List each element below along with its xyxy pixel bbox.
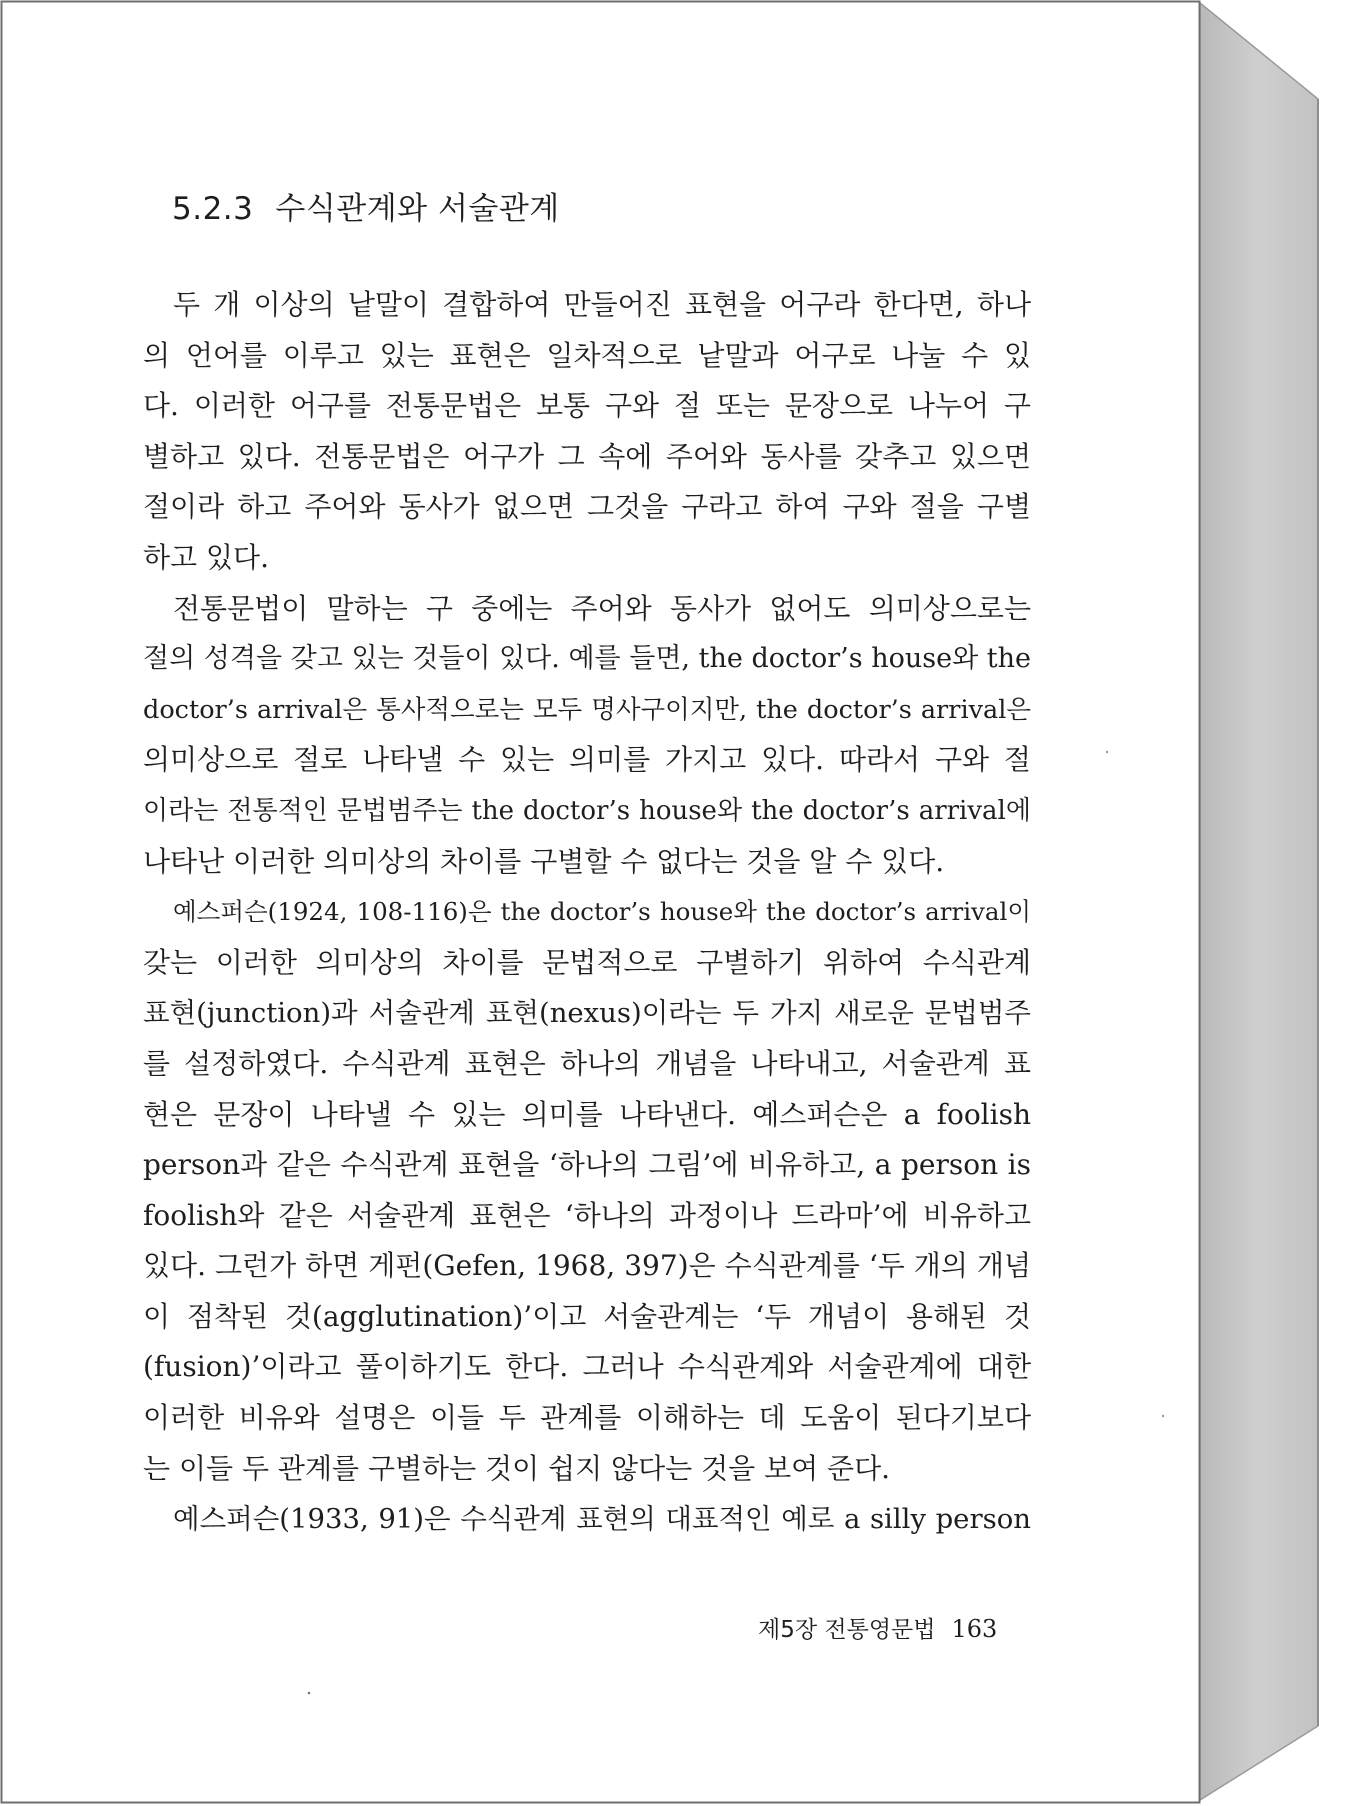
text-line: 이라는 전통적인 문법범주는 the doctor’s house와 the doctor’s arrival에 xyxy=(143,795,1031,826)
page-number: 163 xyxy=(951,1615,998,1643)
text-line: 나타난 이러한 의미상의 차이를 구별할 수 없다는 것을 알 수 있다. xyxy=(143,844,945,878)
text-line: 의 언어를 이루고 있는 표현은 일차적으로 낱말과 어구로 나눌 수 있 xyxy=(143,338,1031,372)
text-line: 예스퍼슨(1924, 108-116)은 the doctor’s house와 the doctor’s arrival이 xyxy=(173,897,1031,927)
text-line: 절의 성격을 갖고 있는 것들이 있다. 예를 들면, the doctor’s house와 the xyxy=(143,643,1031,675)
text-line: 하고 있다. xyxy=(143,540,269,574)
text-line: 있다. 그런가 하면 게펀(Gefen, 1968, 397)은 수식관계를 ‘두 개의 개념 xyxy=(143,1249,1031,1283)
section-title: 수식관계와 서술관계 xyxy=(275,191,560,227)
section-heading xyxy=(172,183,560,228)
text-line: 를 설정하였다. 수식관계 표현은 하나의 개념을 나타내고, 서술관계 표 xyxy=(143,1046,1031,1080)
body-text xyxy=(143,280,1031,1545)
text-line: 갖는 이러한 의미상의 차이를 문법적으로 구별하기 위하여 수식관계 xyxy=(143,945,1031,979)
text-line: 다. 이러한 어구를 전통문법은 보통 구와 절 또는 문장으로 나누어 구 xyxy=(143,389,1031,423)
text-line: doctor’s arrival은 통사적으로는 모두 명사구이지만, the doctor’s arrival은 xyxy=(143,694,1031,725)
text-line: person과 같은 수식관계 표현을 ‘하나의 그림’에 비유하고, a person is xyxy=(143,1148,1031,1182)
text-line: 전통문법이 말하는 구 중에는 주어와 동사가 없어도 의미상으로는 xyxy=(173,591,1031,625)
text-line: 절이라 하고 주어와 동사가 없으면 그것을 구라고 하여 구와 절을 구별 xyxy=(143,490,1031,524)
text-line: 이러한 비유와 설명은 이들 두 관계를 이해하는 데 도움이 된다기보다 xyxy=(143,1401,1031,1435)
text-line: 별하고 있다. 전통문법은 어구가 그 속에 주어와 동사를 갖추고 있으면 xyxy=(143,439,1031,473)
text-line: (fusion)’이라고 풀이하기도 한다. 그러나 수식관계와 서술관계에 대한 xyxy=(143,1350,1031,1384)
text-line: 표현(junction)과 서술관계 표현(nexus)이라는 두 가지 새로운 문법범주 xyxy=(143,997,1031,1030)
text-line: 이 점착된 것(agglutination)’이고 서술관계는 ‘두 개념이 용해된 것 xyxy=(143,1299,1031,1333)
text-line: 현은 문장이 나타낼 수 있는 의미를 나타낸다. 예스퍼슨은 a foolish xyxy=(143,1097,1031,1131)
text-line: 는 이들 두 관계를 구별하는 것이 쉽지 않다는 것을 보여 준다. xyxy=(143,1451,891,1485)
book-side xyxy=(1200,3,1318,1800)
footer-chapter: 제5장 전통영문법 xyxy=(758,1617,936,1643)
section-number: 5.2.3 xyxy=(172,191,254,227)
text-line: 예스퍼슨(1933, 91)은 수식관계 표현의 대표적인 예로 a silly person xyxy=(173,1503,1031,1536)
text-line: 의미상으로 절로 나타낼 수 있는 의미를 가지고 있다. 따라서 구와 절 xyxy=(143,743,1031,777)
page-footer xyxy=(758,1611,997,1644)
text-line: foolish와 같은 서술관계 표현은 ‘하나의 과정이나 드라마’에 비유하고 xyxy=(143,1198,1031,1232)
text-line: 두 개 이상의 낱말이 결합하여 만들어진 표현을 어구라 한다면, 하나 xyxy=(173,288,1031,321)
